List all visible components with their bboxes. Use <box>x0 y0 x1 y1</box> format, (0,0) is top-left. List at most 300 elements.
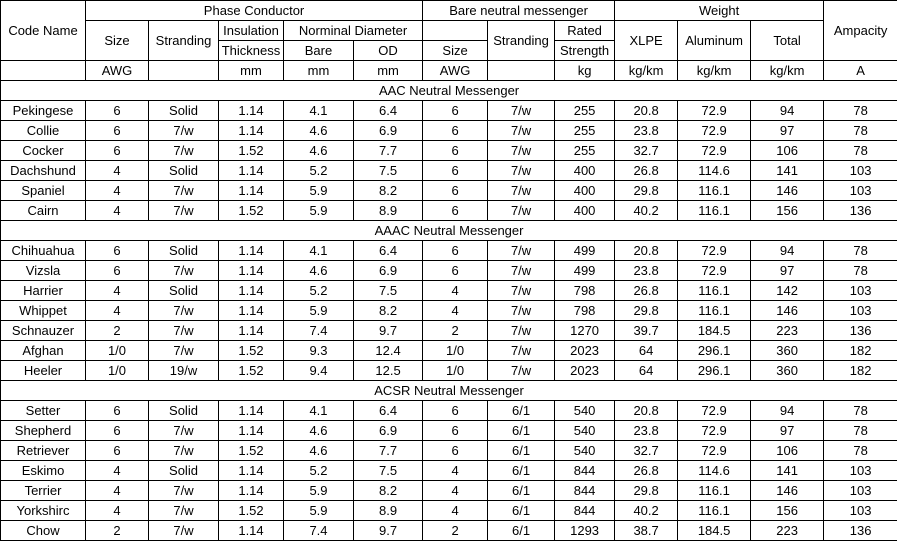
table-cell: Solid <box>149 101 219 121</box>
table-cell: 360 <box>751 361 824 381</box>
table-cell: 540 <box>555 401 615 421</box>
table-cell: 4 <box>86 181 149 201</box>
code-name-cell: Pekingese <box>1 101 86 121</box>
table-cell: 184.5 <box>678 321 751 341</box>
table-cell: 146 <box>751 301 824 321</box>
header-strength: Strength <box>555 41 615 61</box>
table-cell: 844 <box>555 481 615 501</box>
table-cell: 1/0 <box>86 361 149 381</box>
table-cell: 2 <box>86 321 149 341</box>
table-cell: 7/w <box>488 161 555 181</box>
table-cell: 7/w <box>149 421 219 441</box>
unit-cell: kg <box>555 61 615 81</box>
header-neutral-size-spacer <box>423 21 488 41</box>
table-cell: 1.52 <box>219 361 284 381</box>
table-cell: 400 <box>555 181 615 201</box>
table-cell: 6 <box>423 161 488 181</box>
table-row <box>1 261 897 281</box>
code-name-cell: Cairn <box>1 201 86 221</box>
table-cell: 38.7 <box>615 521 678 541</box>
table-cell: 20.8 <box>615 241 678 261</box>
code-name-cell: Harrier <box>1 281 86 301</box>
table-cell: 7/w <box>149 181 219 201</box>
table-cell: 182 <box>824 341 897 361</box>
table-row <box>1 301 897 321</box>
table-cell: 142 <box>751 281 824 301</box>
table-cell: 1.14 <box>219 481 284 501</box>
table-cell: 23.8 <box>615 421 678 441</box>
table-cell: 499 <box>555 241 615 261</box>
table-cell: 156 <box>751 501 824 521</box>
table-row <box>1 161 897 181</box>
table-cell: 136 <box>824 521 897 541</box>
table-cell: 6/1 <box>488 501 555 521</box>
table-row <box>1 281 897 301</box>
table-cell: 360 <box>751 341 824 361</box>
table-row <box>1 361 897 381</box>
table-cell: 78 <box>824 141 897 161</box>
code-name-cell: Shepherd <box>1 421 86 441</box>
table-cell: 6 <box>423 261 488 281</box>
table-cell: 72.9 <box>678 421 751 441</box>
table-cell: 106 <box>751 141 824 161</box>
table-cell: 8.2 <box>354 301 423 321</box>
table-cell: 6/1 <box>488 481 555 501</box>
table-cell: 223 <box>751 521 824 541</box>
table-cell: 97 <box>751 421 824 441</box>
code-name-cell: Retriever <box>1 441 86 461</box>
header-bare-neutral-messenger: Bare neutral messenger <box>423 1 615 21</box>
code-name-cell: Terrier <box>1 481 86 501</box>
table-cell: 78 <box>824 421 897 441</box>
table-cell: 6 <box>423 401 488 421</box>
table-cell: 499 <box>555 261 615 281</box>
section-title: AAC Neutral Messenger <box>1 81 897 101</box>
table-cell: 32.7 <box>615 441 678 461</box>
table-cell: 7.7 <box>354 141 423 161</box>
table-cell: 8.2 <box>354 481 423 501</box>
code-name-cell: Setter <box>1 401 86 421</box>
table-cell: 798 <box>555 301 615 321</box>
code-name-cell: Heeler <box>1 361 86 381</box>
table-cell: 4 <box>423 461 488 481</box>
header-neutral-stranding: Stranding <box>488 21 555 61</box>
table-cell: 7.4 <box>284 321 354 341</box>
table-cell: 29.8 <box>615 181 678 201</box>
table-cell: 1.14 <box>219 301 284 321</box>
unit-cell <box>488 61 555 81</box>
table-cell: 255 <box>555 121 615 141</box>
table-row <box>1 101 897 121</box>
unit-cell: A <box>824 61 897 81</box>
header-od: OD <box>354 41 423 61</box>
table-row <box>1 321 897 341</box>
table-cell: 116.1 <box>678 481 751 501</box>
table-cell: 40.2 <box>615 201 678 221</box>
table-cell: 114.6 <box>678 161 751 181</box>
table-cell: 6 <box>423 241 488 261</box>
code-name-cell: Whippet <box>1 301 86 321</box>
table-cell: 7/w <box>488 301 555 321</box>
table-header <box>1 1 897 81</box>
header-nominal-diameter: Norminal Diameter <box>284 21 423 41</box>
table-cell: 103 <box>824 301 897 321</box>
table-cell: 1.14 <box>219 121 284 141</box>
table-cell: 103 <box>824 501 897 521</box>
table-cell: 1.14 <box>219 261 284 281</box>
header-size: Size <box>86 21 149 61</box>
code-name-cell: Dachshund <box>1 161 86 181</box>
table-cell: 4.6 <box>284 421 354 441</box>
table-cell: 6 <box>423 421 488 441</box>
header-bare: Bare <box>284 41 354 61</box>
section-header-row <box>1 221 897 241</box>
table-cell: 1.52 <box>219 141 284 161</box>
table-cell: 7/w <box>488 201 555 221</box>
table-cell: 5.9 <box>284 481 354 501</box>
table-cell: 7/w <box>488 261 555 281</box>
code-name-cell: Vizsla <box>1 261 86 281</box>
table-cell: 78 <box>824 121 897 141</box>
table-cell: 23.8 <box>615 121 678 141</box>
table-cell: 184.5 <box>678 521 751 541</box>
table-row <box>1 201 897 221</box>
units-row <box>1 61 897 81</box>
table-cell: 6/1 <box>488 441 555 461</box>
table-cell: 9.7 <box>354 321 423 341</box>
code-name-cell: Yorkshirc <box>1 501 86 521</box>
table-cell: 7/w <box>488 361 555 381</box>
table-cell: 7/w <box>149 201 219 221</box>
table-cell: 116.1 <box>678 301 751 321</box>
table-cell: 72.9 <box>678 101 751 121</box>
table-row <box>1 401 897 421</box>
table-cell: 103 <box>824 481 897 501</box>
table-cell: 1.14 <box>219 241 284 261</box>
table-cell: 540 <box>555 441 615 461</box>
table-cell: Solid <box>149 401 219 421</box>
table-cell: 2 <box>86 521 149 541</box>
table-cell: 1.52 <box>219 501 284 521</box>
table-row <box>1 461 897 481</box>
unit-cell: kg/km <box>751 61 824 81</box>
table-cell: 136 <box>824 321 897 341</box>
table-cell: 7/w <box>488 341 555 361</box>
table-cell: 5.9 <box>284 201 354 221</box>
header-code-name: Code Name <box>1 1 86 61</box>
table-cell: 6.9 <box>354 261 423 281</box>
table-cell: 7/w <box>149 121 219 141</box>
table-cell: 9.7 <box>354 521 423 541</box>
table-cell: 136 <box>824 201 897 221</box>
table-cell: 5.9 <box>284 501 354 521</box>
table-cell: 182 <box>824 361 897 381</box>
unit-cell: AWG <box>423 61 488 81</box>
table-cell: 798 <box>555 281 615 301</box>
table-cell: Solid <box>149 461 219 481</box>
table-cell: 1.14 <box>219 421 284 441</box>
code-name-cell: Cocker <box>1 141 86 161</box>
table-cell: 7/w <box>488 281 555 301</box>
table-cell: 7/w <box>149 301 219 321</box>
table-cell: 400 <box>555 161 615 181</box>
table-cell: 116.1 <box>678 501 751 521</box>
table-cell: 255 <box>555 141 615 161</box>
table-cell: 7/w <box>149 321 219 341</box>
table-cell: 141 <box>751 461 824 481</box>
header-insulation: Insulation <box>219 21 284 41</box>
table-cell: 540 <box>555 421 615 441</box>
table-cell: 5.2 <box>284 281 354 301</box>
table-cell: 6/1 <box>488 461 555 481</box>
table-cell: 6 <box>423 141 488 161</box>
table-cell: 6 <box>86 241 149 261</box>
header-weight: Weight <box>615 1 824 21</box>
table-cell: 255 <box>555 101 615 121</box>
unit-cell: mm <box>354 61 423 81</box>
table-cell: 6 <box>423 121 488 141</box>
table-cell: 6.9 <box>354 121 423 141</box>
table-cell: 64 <box>615 341 678 361</box>
table-cell: 1.14 <box>219 101 284 121</box>
table-cell: 78 <box>824 101 897 121</box>
table-cell: 39.7 <box>615 321 678 341</box>
code-name-cell: Schnauzer <box>1 321 86 341</box>
table-cell: Solid <box>149 241 219 261</box>
table-cell: 4 <box>86 201 149 221</box>
table-cell: 2 <box>423 521 488 541</box>
unit-cell: AWG <box>86 61 149 81</box>
table-cell: 1.14 <box>219 321 284 341</box>
table-cell: 9.3 <box>284 341 354 361</box>
table-cell: 19/w <box>149 361 219 381</box>
table-cell: 94 <box>751 241 824 261</box>
table-cell: 6 <box>86 401 149 421</box>
table-cell: 2023 <box>555 341 615 361</box>
table-cell: 6 <box>86 421 149 441</box>
code-name-cell: Eskimo <box>1 461 86 481</box>
table-cell: 7/w <box>149 481 219 501</box>
header-phase-conductor: Phase Conductor <box>86 1 423 21</box>
table-cell: 4.1 <box>284 241 354 261</box>
header-xlpe: XLPE <box>615 21 678 61</box>
header-stranding: Stranding <box>149 21 219 61</box>
table-cell: 4.6 <box>284 121 354 141</box>
table-cell: 1.52 <box>219 341 284 361</box>
table-cell: 72.9 <box>678 141 751 161</box>
table-cell: 296.1 <box>678 341 751 361</box>
table-cell: 40.2 <box>615 501 678 521</box>
table-cell: 72.9 <box>678 261 751 281</box>
table-cell: 1.52 <box>219 441 284 461</box>
section-header-row <box>1 381 897 401</box>
table-cell: 2 <box>423 321 488 341</box>
table-cell: 7/w <box>488 321 555 341</box>
table-cell: 1.14 <box>219 181 284 201</box>
table-row <box>1 501 897 521</box>
code-name-cell: Spaniel <box>1 181 86 201</box>
table-cell: 4 <box>423 501 488 521</box>
table-cell: 6/1 <box>488 401 555 421</box>
table-cell: 1/0 <box>423 361 488 381</box>
table-cell: 2023 <box>555 361 615 381</box>
table-cell: 7/w <box>488 241 555 261</box>
table-cell: 29.8 <box>615 481 678 501</box>
table-cell: 4.6 <box>284 261 354 281</box>
table-cell: 6 <box>86 101 149 121</box>
unit-cell: mm <box>219 61 284 81</box>
table-cell: 6/1 <box>488 421 555 441</box>
table-cell: 26.8 <box>615 461 678 481</box>
code-name-cell: Chow <box>1 521 86 541</box>
table-cell: 12.5 <box>354 361 423 381</box>
table-cell: 78 <box>824 261 897 281</box>
table-cell: 106 <box>751 441 824 461</box>
table-cell: 6 <box>86 261 149 281</box>
table-row <box>1 521 897 541</box>
table-cell: 6 <box>86 121 149 141</box>
table-cell: 6 <box>86 141 149 161</box>
table-cell: 4 <box>86 301 149 321</box>
table-cell: 26.8 <box>615 281 678 301</box>
table-cell: 7/w <box>149 521 219 541</box>
table-cell: 8.9 <box>354 501 423 521</box>
table-cell: 6.4 <box>354 241 423 261</box>
table-cell: 6 <box>423 441 488 461</box>
table-cell: 4 <box>86 161 149 181</box>
table-row <box>1 341 897 361</box>
table-cell: 7/w <box>488 141 555 161</box>
table-cell: 6 <box>423 201 488 221</box>
table-cell: 1.14 <box>219 161 284 181</box>
table-cell: 4 <box>86 481 149 501</box>
table-cell: 146 <box>751 181 824 201</box>
table-cell: 7/w <box>149 141 219 161</box>
table-cell: 1/0 <box>423 341 488 361</box>
table-cell: 844 <box>555 501 615 521</box>
code-name-cell: Collie <box>1 121 86 141</box>
code-name-cell: Chihuahua <box>1 241 86 261</box>
table-cell: 78 <box>824 401 897 421</box>
table-cell: Solid <box>149 281 219 301</box>
table-cell: 7/w <box>488 101 555 121</box>
table-cell: 4.1 <box>284 401 354 421</box>
table-cell: 97 <box>751 121 824 141</box>
table-cell: Solid <box>149 161 219 181</box>
table-cell: 8.2 <box>354 181 423 201</box>
header-ampacity: Ampacity <box>824 1 897 61</box>
unit-cell <box>149 61 219 81</box>
table-cell: 6.9 <box>354 421 423 441</box>
table-row <box>1 121 897 141</box>
table-cell: 1/0 <box>86 341 149 361</box>
header-aluminum: Aluminum <box>678 21 751 61</box>
table-cell: 72.9 <box>678 241 751 261</box>
table-cell: 103 <box>824 161 897 181</box>
table-cell: 4.6 <box>284 441 354 461</box>
table-cell: 4 <box>423 481 488 501</box>
table-cell: 4.6 <box>284 141 354 161</box>
table-cell: 141 <box>751 161 824 181</box>
section-title: ACSR Neutral Messenger <box>1 381 897 401</box>
table-cell: 97 <box>751 261 824 281</box>
code-name-cell: Afghan <box>1 341 86 361</box>
table-cell: 7.4 <box>284 521 354 541</box>
table-cell: 5.2 <box>284 461 354 481</box>
table-row <box>1 241 897 261</box>
table-cell: 4 <box>423 301 488 321</box>
table-cell: 1293 <box>555 521 615 541</box>
table-cell: 103 <box>824 281 897 301</box>
table-row <box>1 441 897 461</box>
header-neutral-size: Size <box>423 41 488 61</box>
table-cell: 156 <box>751 201 824 221</box>
table-cell: 296.1 <box>678 361 751 381</box>
header-rated: Rated <box>555 21 615 41</box>
table-cell: 7.7 <box>354 441 423 461</box>
table-cell: 1.14 <box>219 521 284 541</box>
table-cell: 29.8 <box>615 301 678 321</box>
table-cell: 20.8 <box>615 101 678 121</box>
table-cell: 72.9 <box>678 441 751 461</box>
table-cell: 72.9 <box>678 401 751 421</box>
table-cell: 146 <box>751 481 824 501</box>
table-cell: 4 <box>86 461 149 481</box>
table-cell: 94 <box>751 101 824 121</box>
table-cell: 6 <box>86 441 149 461</box>
table-body <box>1 81 897 541</box>
table-cell: 94 <box>751 401 824 421</box>
table-cell: 7/w <box>149 441 219 461</box>
table-cell: 78 <box>824 441 897 461</box>
table-cell: 4.1 <box>284 101 354 121</box>
unit-cell: kg/km <box>678 61 751 81</box>
table-cell: 1.52 <box>219 201 284 221</box>
header-thickness: Thickness <box>219 41 284 61</box>
table-cell: 5.9 <box>284 301 354 321</box>
table-cell: 4 <box>86 501 149 521</box>
table-cell: 116.1 <box>678 281 751 301</box>
table-cell: 1270 <box>555 321 615 341</box>
table-cell: 6 <box>423 181 488 201</box>
table-cell: 8.9 <box>354 201 423 221</box>
table-cell: 32.7 <box>615 141 678 161</box>
table-cell: 103 <box>824 181 897 201</box>
table-cell: 116.1 <box>678 201 751 221</box>
table-cell: 7/w <box>488 121 555 141</box>
table-row <box>1 421 897 441</box>
table-cell: 12.4 <box>354 341 423 361</box>
table-cell: 7.5 <box>354 461 423 481</box>
table-cell: 7/w <box>488 181 555 201</box>
table-row <box>1 141 897 161</box>
table-cell: 6/1 <box>488 521 555 541</box>
table-cell: 116.1 <box>678 181 751 201</box>
unit-cell: mm <box>284 61 354 81</box>
table-cell: 7/w <box>149 501 219 521</box>
table-cell: 114.6 <box>678 461 751 481</box>
table-cell: 26.8 <box>615 161 678 181</box>
table-cell: 6 <box>423 101 488 121</box>
table-cell: 5.2 <box>284 161 354 181</box>
unit-cell: kg/km <box>615 61 678 81</box>
section-header-row <box>1 81 897 101</box>
header-total: Total <box>751 21 824 61</box>
table-cell: 64 <box>615 361 678 381</box>
table-cell: 7/w <box>149 261 219 281</box>
table-cell: 72.9 <box>678 121 751 141</box>
table-cell: 1.14 <box>219 281 284 301</box>
